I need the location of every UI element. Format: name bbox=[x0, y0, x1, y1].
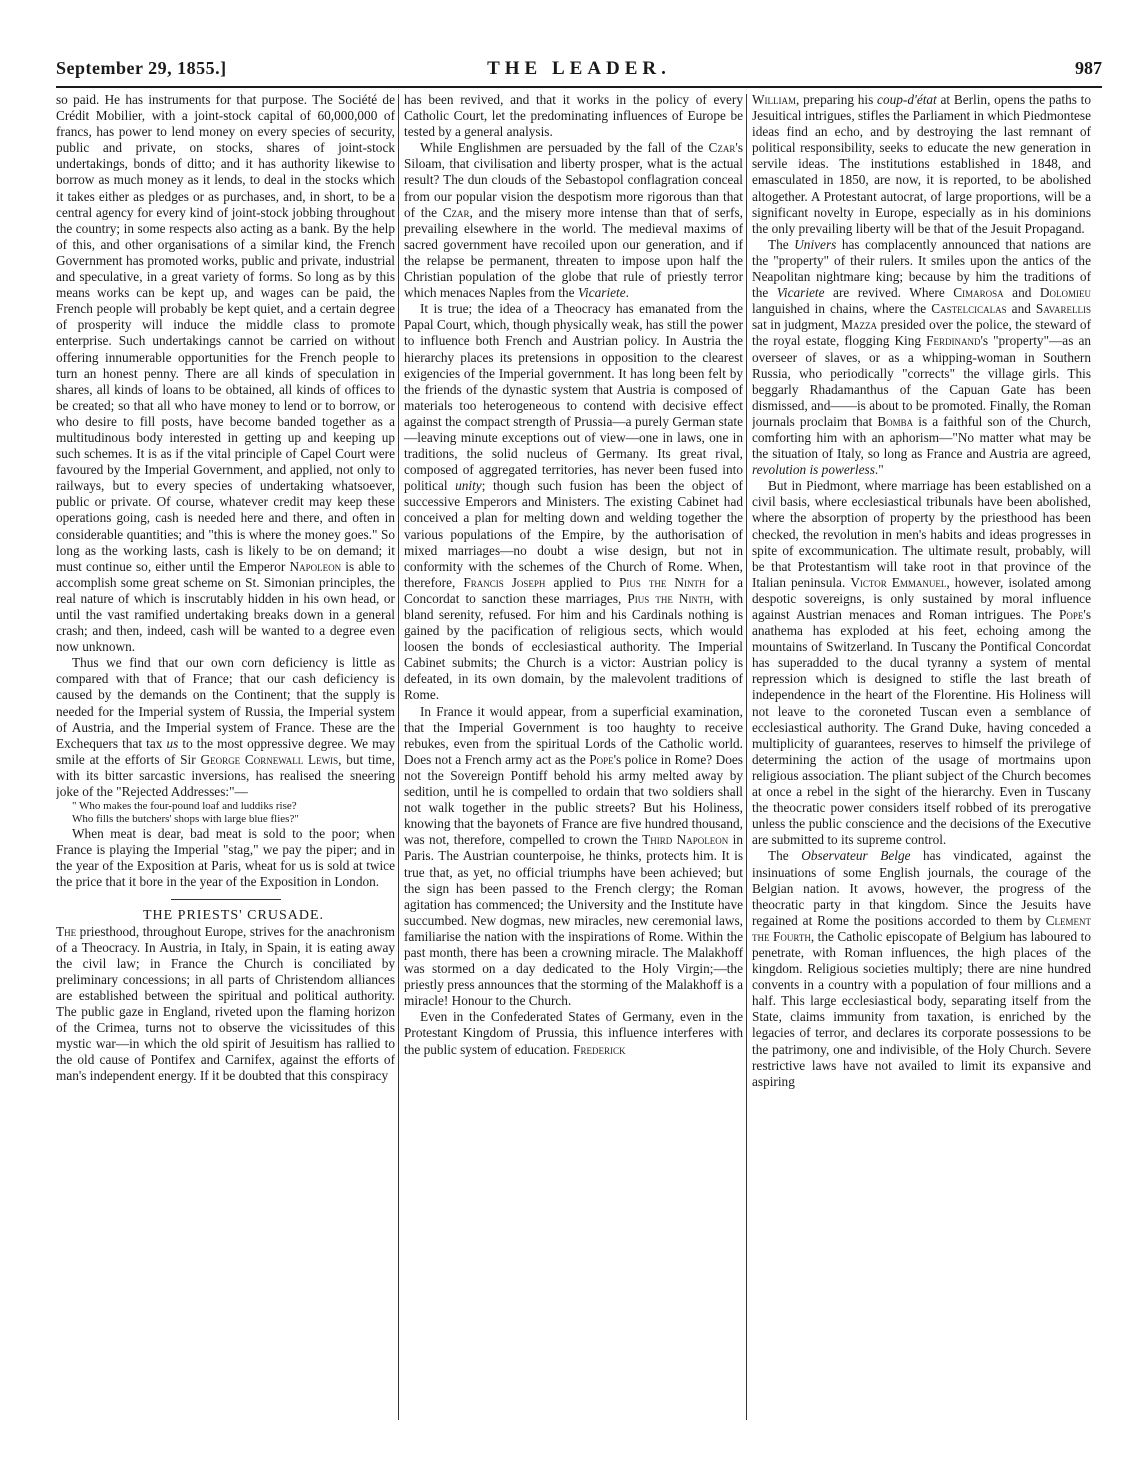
column-1 bbox=[56, 92, 395, 1432]
section-heading: THE PRIESTS' CRUSADE. bbox=[142, 907, 325, 923]
paragraph: has been revived, and that it works in the policy of every Catholic Court, let the predominating influences of Europe be tested by a general analysis. bbox=[404, 92, 743, 140]
paragraph: But in Piedmont, where marriage has been established on a civil basis, where ecclesiastical tribunals have been abolished, where the absorption of property by the priesthood has been checked, the revolution in men's habits and ideas progresses in spite of excommunication. The ultimate result, probably, will be that Protestantism will take root in that province of the Italian peninsula. Victor Emmanuel, however, isolated among despotic sovereigns, is only sustained by moral influence against Austrian menaces and Roman intrigues. The Pope's anathema has exploded at his feet, echoing among the mountains of Switzerland. In Tuscany the Pontifical Concordat has superadded to the ducal tyranny a system of mental repression which is designed to stifle the last breath of independence in the heart of the Florentine. His Holiness will not leave to the coroneted Tuscan even a semblance of ecclesiastical authority. The Grand Duke, having conceded a multiplicity of guarantees, reserves to himself the privilege of determining the action of the usage of mortmains upon religious association. The pliant subject of the Church becomes at once a rebel in the sight of the hierarchy. Even in Tuscany the theocratic power considers itself robbed of its prerogative unless the public conscience and the decisions of the Executive are submitted to its supreme control. bbox=[752, 478, 1091, 848]
paragraph: It is true; the idea of a Theocracy has emanated from the Papal Court, which, though physically weak, has still the power to influence both French and Austrian policy. In Austria the hierarchy places its pretensions in opposition to the clearest exigencies of the Imperial government. It has long been felt by the friends of the dynastic system that Austria is composed of materials too heterogeneous to contend with decisive effect against the compact strength of Prussia—a purely German state—leaving minute exceptions out of view—one in laws, one in traditions, the solid nucleus of Germany. Its great rival, composed of aggregated territories, has never been fused into political unity; though such fusion has been the object of successive Emperors and Ministers. The existing Cabinet had conceived a plan for melting down and welding together the various populations of the Empire, by the authorisation of mixed marriages—no doubt a wise design, but not in conformity with the schemes of the Church of Rome. When, therefore, Francis Joseph applied to Pius the Ninth for a Concordat to sanction these marriages, Pius the Ninth, with bland serenity, refused. For him and his Cardinals nothing is gained by the pacification of religious sects, which would loosen the bonds of ecclesiastical authority. The Imperial Cabinet submits; the Church is a victor: Austrian policy is defeated, in its own domain, by the malevolent traditions of Rome. bbox=[404, 301, 743, 703]
verse-quote: " Who makes the four-pound loaf and luddiks rise? Who fills the butchers' shops with large blue flies?" bbox=[72, 800, 299, 826]
column-divider-2 bbox=[746, 94, 747, 1420]
column-divider-1 bbox=[398, 94, 399, 1420]
column-2 bbox=[404, 92, 743, 1432]
paragraph: so paid. He has instruments for that purpose. The Société de Crédit Mobilier, with a joint-stock capital of 60,000,000 of francs, has power to lend money on every species of security, public and private, on stocks, shares of joint-stock undertakings, bonds of ditto; and it has authority likewise to borrow as much money as it lends, to deal in the stocks which it takes either as pledges or as purchases, and, in short, to be a central agency for every kind of joint-stock jobbing throughout the country; in some respects also acting as a bank. By the help of this, and other organisations of a similar kind, the French Government has promoted works, public and private, industrial and speculative, in a great variety of forms. So long as by this means works can be kept up, and wages can be paid, the French people will probably be kept quiet, and a certain degree of prosperity will induce the middle class to promote enterprise. Such undertakings cannot be carried on without offering innumerable opportunities for the French people to turn an honest penny. There are all kinds of speculation in shares, all kinds of loans to be obtained, all kinds of offices to be created; so that all who have money to lend or to borrow, or who desire to fill posts, have become banded together as a multitudinous body interested in getting up and keeping up such schemes. It is as if the vital principle of Capel Court were favoured by the Imperial Government, and applied, not only to railways, but to every species of undertaking whatsoever, public or private. Of course, whatever credit may keep these operations going, cash is needed here and there, and often in considerable quantities; and "this is where the money goes." So long as the working lasts, cash is likely to be on demand; it must continue so, either until the Emperor Napoleon is able to accomplish some great scheme on St. Simonian principles, the real nature of which is inscrutably hidden in his own head, or until the vast ramified undertaking breaks down in a general crash; and then, indeed, cash will be wanted to a degree even now unknown. bbox=[56, 92, 395, 655]
paragraph: William, preparing his coup-d'état at Berlin, opens the paths to Jesuitical intrigues, stifles the Parliament in which Piedmontese ideas find an echo, and by destroying the last remnant of political responsibility, seeks to educate the new generation in servile ideas. The institutions established in 1848, and emasculated in 1850, are now, it is reported, to be abolished altogether. A Protestant autocrat, of large proportions, will be a significant novelty in Europe, especially as in his dominions the only prevailing liberty will be that of the Jesuit Propagand. bbox=[752, 92, 1091, 236]
section-divider bbox=[171, 899, 281, 900]
column-3 bbox=[752, 92, 1091, 1432]
issue-date: September 29, 1855.] bbox=[56, 58, 227, 78]
paragraph: The Univers has complacently announced that nations are the "property" of their rulers. It smiles upon the antics of the Neapolitan nightmare king; because by him the traditions of the Vicariete are revived. Where Cimarosa and Dolomieu languished in chains, where the Castelcicalas and Savarellis sat in judgment, Mazza presided over the police, the steward of the royal estate, flogging King Ferdinand's "property"—as an overseer of slaves, or as a whipping-woman in Southern Russia, who periodically "corrects" the village girls. This beggarly Rhadamanthus of the Capuan Gate has been dismissed, and——is about to be promoted. Finally, the Roman journals proclaim that Bomba is a faithful son of the Church, comforting him with an aphorism—"No matter what may be the situation of Italy, so long as France and Austria are agreed, revolution is powerless." bbox=[752, 236, 1091, 478]
paragraph: The priesthood, throughout Europe, strives for the anachronism of a Theocracy. In Austria, in Italy, in Spain, it is eating away the civil law; in France the Church is conciliated by preliminary concessions; in all parts of Christendom alliances are established between the spiritual and political authority. The public gaze in England, riveted upon the flaming horizon of the Crimea, turns not to observe the vicissitudes of this mystic war—in which the old spirit of Jesuitism has rallied to the old cause of Pontifex and Carnifex, against the efforts of man's independent energy. If it be doubted that this conspiracy bbox=[56, 923, 395, 1084]
masthead bbox=[56, 54, 1102, 80]
page-number: 987 bbox=[1075, 58, 1102, 78]
paragraph: While Englishmen are persuaded by the fall of the Czar's Siloam, that civilisation and liberty prosper, what is the actual result? The dun clouds of the Sebastopol conflagration conceal from our popular vision the despotism more rigorous than that of the Czar, and the misery more intense than that of serfs, prevailing elsewhere in the world. The medieval maxims of sacred government have recoiled upon our generation, and if the relapse be permanent, threaten to impose upon half the Christian population of the globe that rule of priestly terror which menaces Naples from the Vicariete. bbox=[404, 140, 743, 301]
paragraph: Even in the Confederated States of Germany, even in the Protestant Kingdom of Prussia, this influence interferes with the public system of education. Frederick bbox=[404, 1009, 743, 1057]
paragraph: Thus we find that our own corn deficiency is little as compared with that of France; that our cash deficiency is caused by the demands on the Continent; that the supply is needed for the Imperial system of Russia, the Imperial system of Austria, and the Imperial system of France. These are the Exchequers that tax us to the most oppressive degree. We may smile at the efforts of Sir George Cornewall Lewis, but time, with its bitter sarcastic inversions, has realised the sneering joke of the "Rejected Addresses:"— bbox=[56, 655, 395, 800]
paragraph: The Observateur Belge has vindicated, against the insinuations of some English journals, the courage of the Belgian nation. It avows, however, the progress of the theocratic party in that kingdom. Since the Jesuits have regained at Rome the positions accorded to them by Clement the Fourth, the Catholic episcopate of Belgium has laboured to penetrate, with Roman influences, the high places of the kingdom. Religious societies multiply; there are nine hundred convents in a country with a population of four millions and a half. This large ecclesiastical body, separating itself from the State, claims immunity from taxation, is enriched by the legacies of terror, and declares its corporate possessions to be the patrimony, one and indivisible, of the Holy Church. Severe restrictive laws have not availed to limit its expansive and aspiring bbox=[752, 848, 1091, 1089]
newspaper-title: THE LEADER. bbox=[487, 58, 671, 79]
paragraph: When meat is dear, bad meat is sold to the poor; when France is playing the Imperial "stag," we pay the piper; and in the year of the Exposition at Paris, wheat for us is sold at twice the price that it bore in the year of the Exposition in London. bbox=[56, 826, 395, 890]
paragraph: In France it would appear, from a superficial examination, that the Imperial Government is too haughty to receive rebukes, even from the spiritual Lords of the Catholic world. Does not a French army act as the Pope's police in Rome? Does not the Sovereign Pontiff behold his army melted away by sedition, until he is compelled to ordain that two soldiers shall not walk together in the public streets? But his Holiness, knowing that the bayonets of France are five hundred thousand, was not, therefore, compelled to crown the Third Napoleon in Paris. The Austrian counterpoise, he thinks, protects him. It is true that, as yet, no official triumphs have been achieved; but the sign has been passed to the French clergy; the Roman agitation has commenced; the University and the Institute have succumbed. New dogmas, new miracles, new ceremonial laws, familiarise the nation with the inspirations of Rome. Within the past month, there has been a crowning miracle. The Malakhoff was stormed on a day dedicated to the Holy Virgin;—the priestly press announces that the storming of the Malakhoff is a miracle! Honour to the Church. bbox=[404, 703, 743, 1009]
masthead-rule bbox=[56, 86, 1102, 88]
